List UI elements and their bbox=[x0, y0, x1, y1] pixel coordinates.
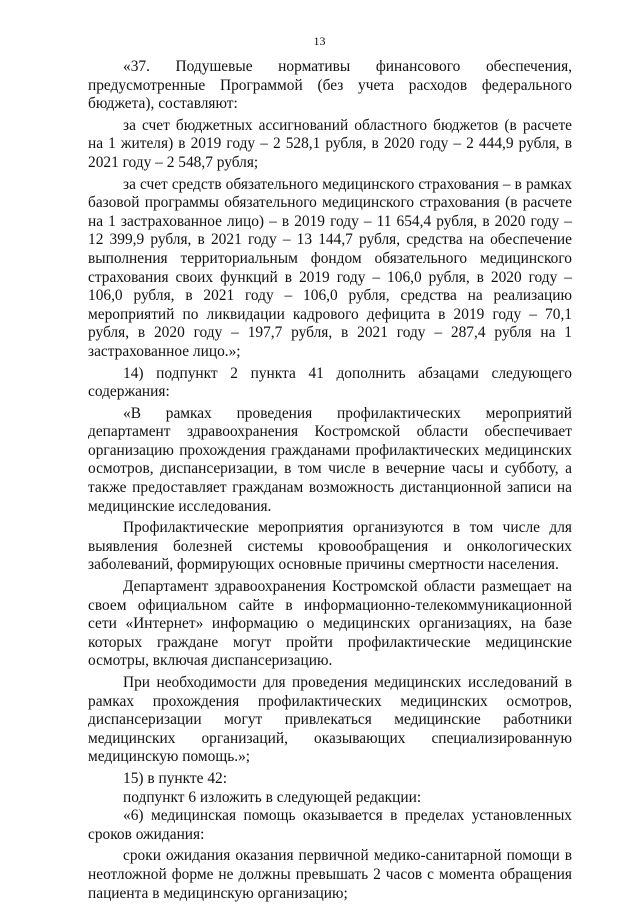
document-body bbox=[88, 58, 572, 906]
paragraph-budget-allocations: за счет бюджетных ассигнований областного бюджетов (в расчете на 1 жителя) в 2019 году – 2 528,1 рубля, в 2020 году – 2 444,9 рубля, в 2021 году – 2 548,7 рубля; bbox=[88, 116, 572, 171]
paragraph-medical-workers: При необходимости для проведения медицинских исследований в рамках прохождения профилактических медицинских осмотров, диспансеризации могут привлекаться медицинские работники медицинских организаций, оказывающих специализированную медицинскую помощь.»; bbox=[88, 674, 572, 766]
paragraph-item-15: 15) в пункте 42: bbox=[123, 769, 227, 787]
paragraph-waiting-times: сроки ожидания оказания первичной медико-санитарной помощи в неотложной форме не должны превышать 2 часов с момента обращения пациента в медицинскую организацию; bbox=[88, 847, 572, 902]
paragraph-item-14: 14) подпункт 2 пункта 41 дополнить абзацами следующего содержания: bbox=[88, 364, 572, 401]
paragraph-preventive-measures: «В рамках проведения профилактических мероприятий департамент здравоохранения Костромской области обеспечивает организацию прохождения гражданами профилактических медицинских осмотров, диспансеризации, в том числе в вечерние часы и субботу, а также предоставляет гражданам возможность дистанционной записи на медицинские исследования. bbox=[88, 404, 572, 515]
paragraph-item-37: «37. Подушевые нормативы финансового обеспечения, предусмотренные Программой (без учета расходов федерального бюджета), составляют: bbox=[88, 58, 572, 113]
paragraph-oms-funds: за счет средств обязательного медицинского страхования – в рамках базовой программы обязательного медицинского страхования (в расчете на 1 застрахованное лицо) – в 2019 году – 11 654,4 рубля, в 2020 году – 12 399,9 рубля, в 2021 году – 13 144,7 рубля, средства на обеспечение выполнения территориальным фондом обязательного медицинского страхования своих функций в 2019 году – 106,0 рубля, в 2020 году – 106,0 рубля, в 2021 году – 106,0 рубля, средства на реализацию мероприятий по ликвидации кадрового дефицита в 2019 году – 70,1 рубля, в 2020 году – 197,7 рубля, в 2021 году – 287,4 рубля на 1 застрахованное лицо.»; bbox=[88, 175, 572, 360]
paragraph-subitem-6-intro: подпункт 6 изложить в следующей редакции: bbox=[123, 788, 422, 806]
paragraph-preventive-organization: Профилактические мероприятия организуются в том числе для выявления болезней системы кровообращения и онкологических заболеваний, формирующих основные причины смертности населения. bbox=[88, 519, 572, 574]
paragraph-subitem-6-text: «6) медицинская помощь оказывается в пределах установленных сроков ожидания: bbox=[88, 807, 572, 843]
page-number: 13 bbox=[313, 34, 326, 48]
paragraph-department-website: Департамент здравоохранения Костромской области размещает на своем официальном сайте в информационно-телекоммуникационной сети «Интернет» информацию о медицинских организациях, на базе которых граждане могут пройти профилактические медицинские осмотры, включая диспансеризацию. bbox=[88, 578, 572, 670]
